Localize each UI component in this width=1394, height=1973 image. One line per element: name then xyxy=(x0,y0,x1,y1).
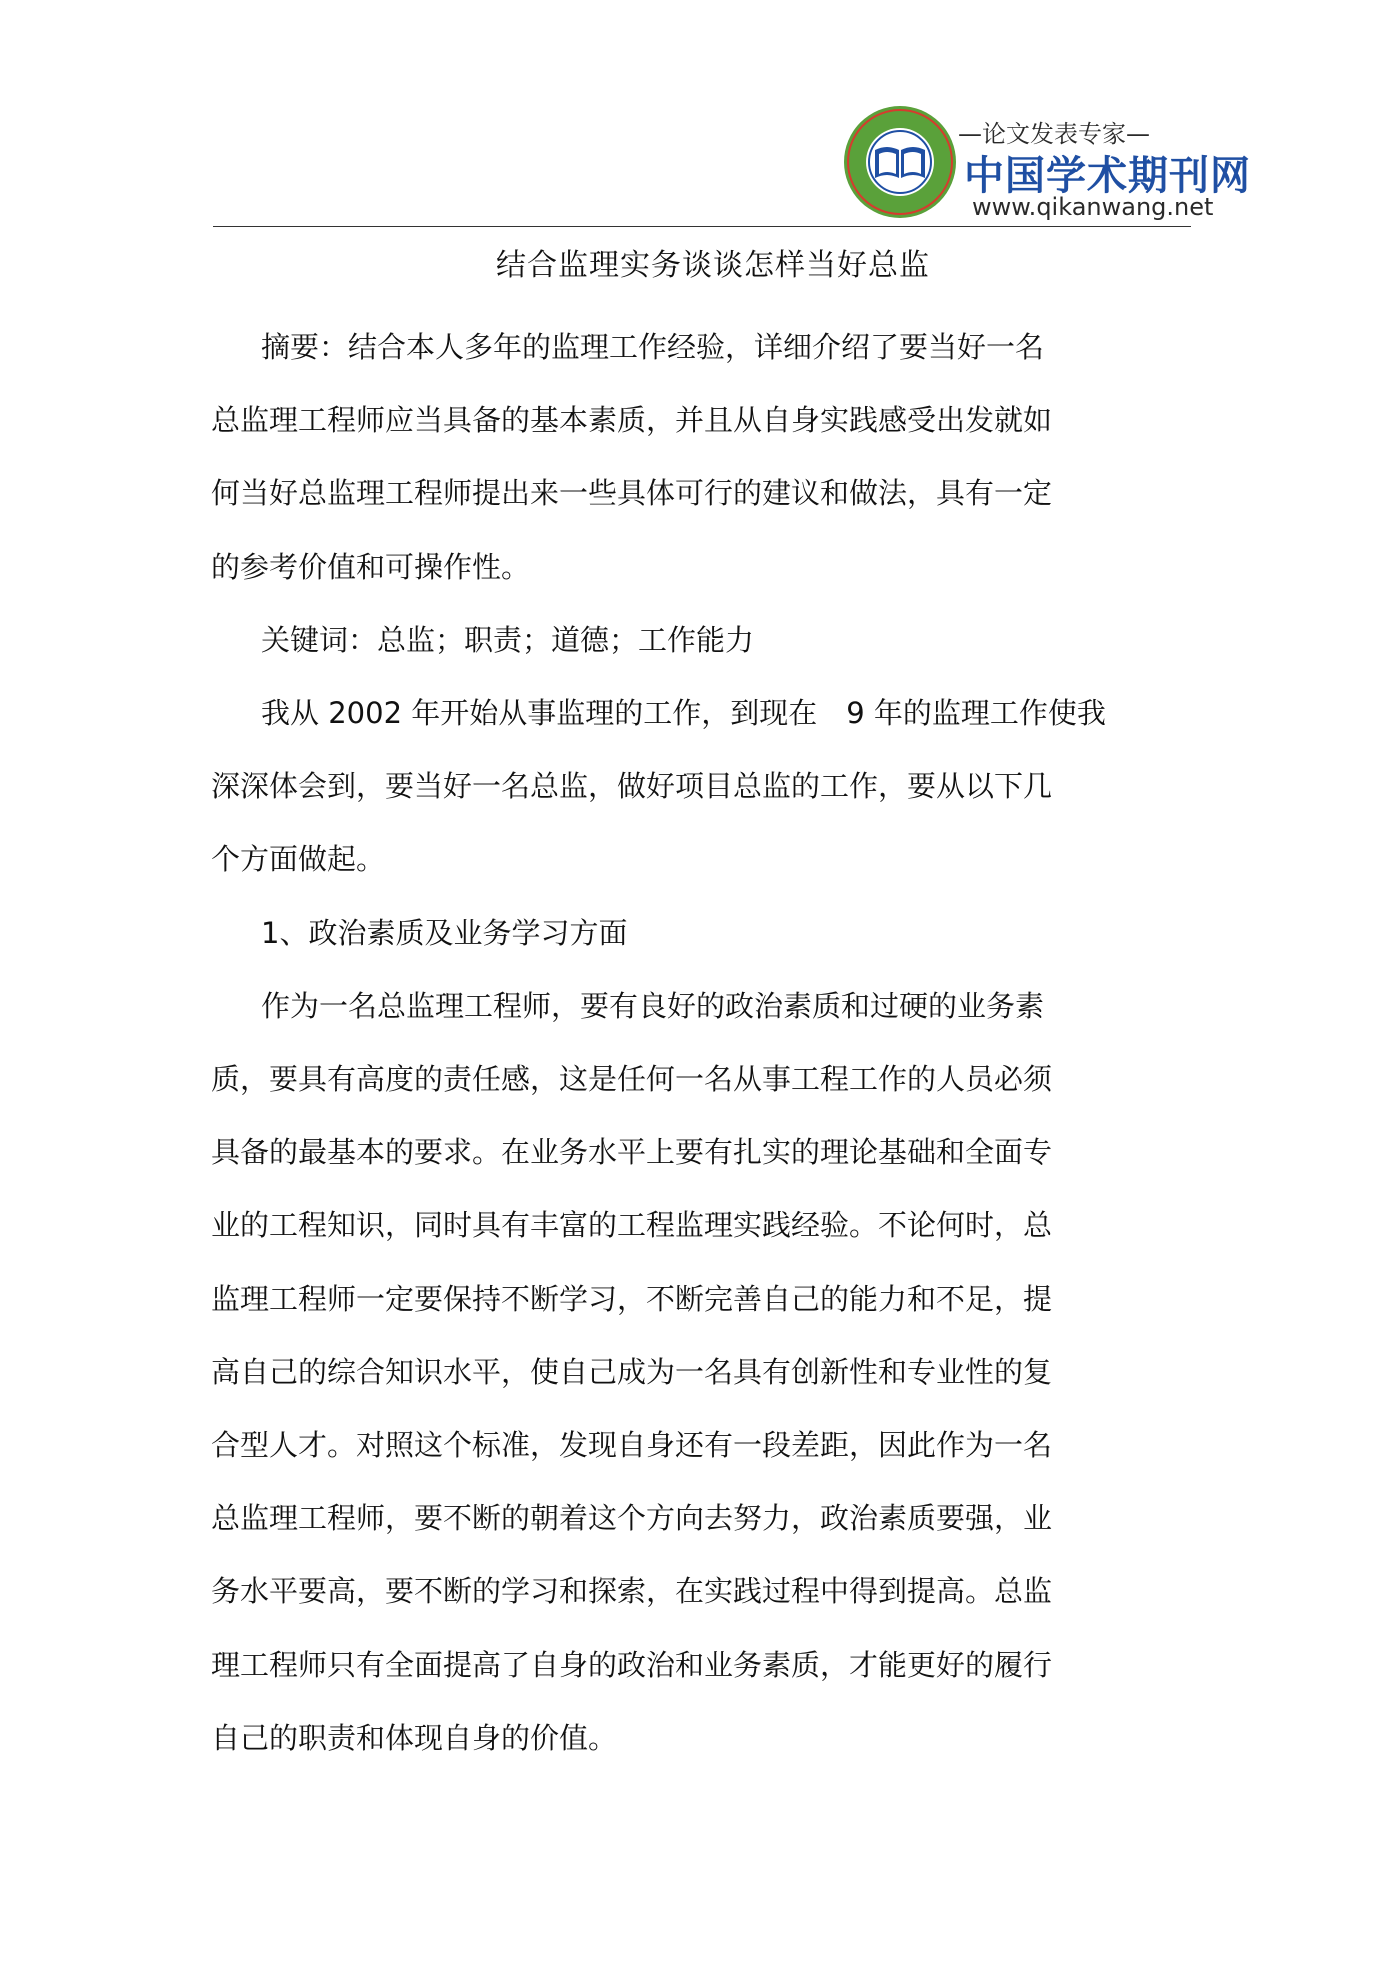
keywords-line: 关键词：总监；职责；道德；工作能力 xyxy=(261,622,755,657)
intro-line: 深深体会到，要当好一名总监，做好项目总监的工作，要从以下几 xyxy=(211,769,1053,804)
section-line: 业的工程知识，同时具有丰富的工程监理实践经验。不论何时，总 xyxy=(211,1208,1053,1243)
section-heading: 1、政治素质及业务学习方面 xyxy=(261,915,628,950)
intro-line: 个方面做起。 xyxy=(211,842,386,877)
abstract-line: 何当好总监理工程师提出来一些具体可行的建议和做法，具有一定 xyxy=(211,476,1053,511)
site-logo xyxy=(842,100,1251,221)
section-line: 作为一名总监理工程师，要有良好的政治素质和过硬的业务素 xyxy=(261,988,1045,1023)
abstract-line: 的参考价值和可操作性。 xyxy=(211,549,531,584)
section-line: 自己的职责和体现自身的价值。 xyxy=(211,1720,618,1755)
section-line: 高自己的综合知识水平，使自己成为一名具有创新性和专业性的复 xyxy=(211,1354,1053,1389)
section-line: 务水平要高，要不断的学习和探索，在实践过程中得到提高。总监 xyxy=(211,1574,1053,1609)
abstract-line: 总监理工程师应当具备的基本素质，并且从自身实践感受出发就如 xyxy=(211,403,1053,438)
intro-line: 我从 2002 年开始从事监理的工作，到现在 9 年的监理工作使我 xyxy=(261,696,1106,731)
article-body xyxy=(211,311,1171,1775)
section-line: 理工程师只有全面提高了自身的政治和业务素质，才能更好的履行 xyxy=(211,1647,1053,1682)
book-seal-icon xyxy=(842,104,958,220)
logo-tagline: —论文发表专家— xyxy=(958,120,1150,148)
section-line: 合型人才。对照这个标准，发现自身还有一段差距，因此作为一名 xyxy=(211,1428,1053,1463)
section-line: 监理工程师一定要保持不断学习，不断完善自己的能力和不足，提 xyxy=(211,1281,1053,1316)
section-line: 总监理工程师，要不断的朝着这个方向去努力，政治素质要强，业 xyxy=(211,1501,1053,1536)
article-title: 结合监理实务谈谈怎样当好总监 xyxy=(496,248,930,283)
logo-url: www.qikanwang.net xyxy=(972,193,1214,221)
header-divider xyxy=(213,226,1191,227)
section-line: 具备的最基本的要求。在业务水平上要有扎实的理论基础和全面专 xyxy=(211,1135,1053,1170)
logo-name: 中国学术期刊网 xyxy=(964,153,1251,199)
section-line: 质，要具有高度的责任感，这是任何一名从事工程工作的人员必须 xyxy=(211,1062,1053,1097)
abstract-line: 摘要：结合本人多年的监理工作经验，详细介绍了要当好一名 xyxy=(261,330,1045,364)
